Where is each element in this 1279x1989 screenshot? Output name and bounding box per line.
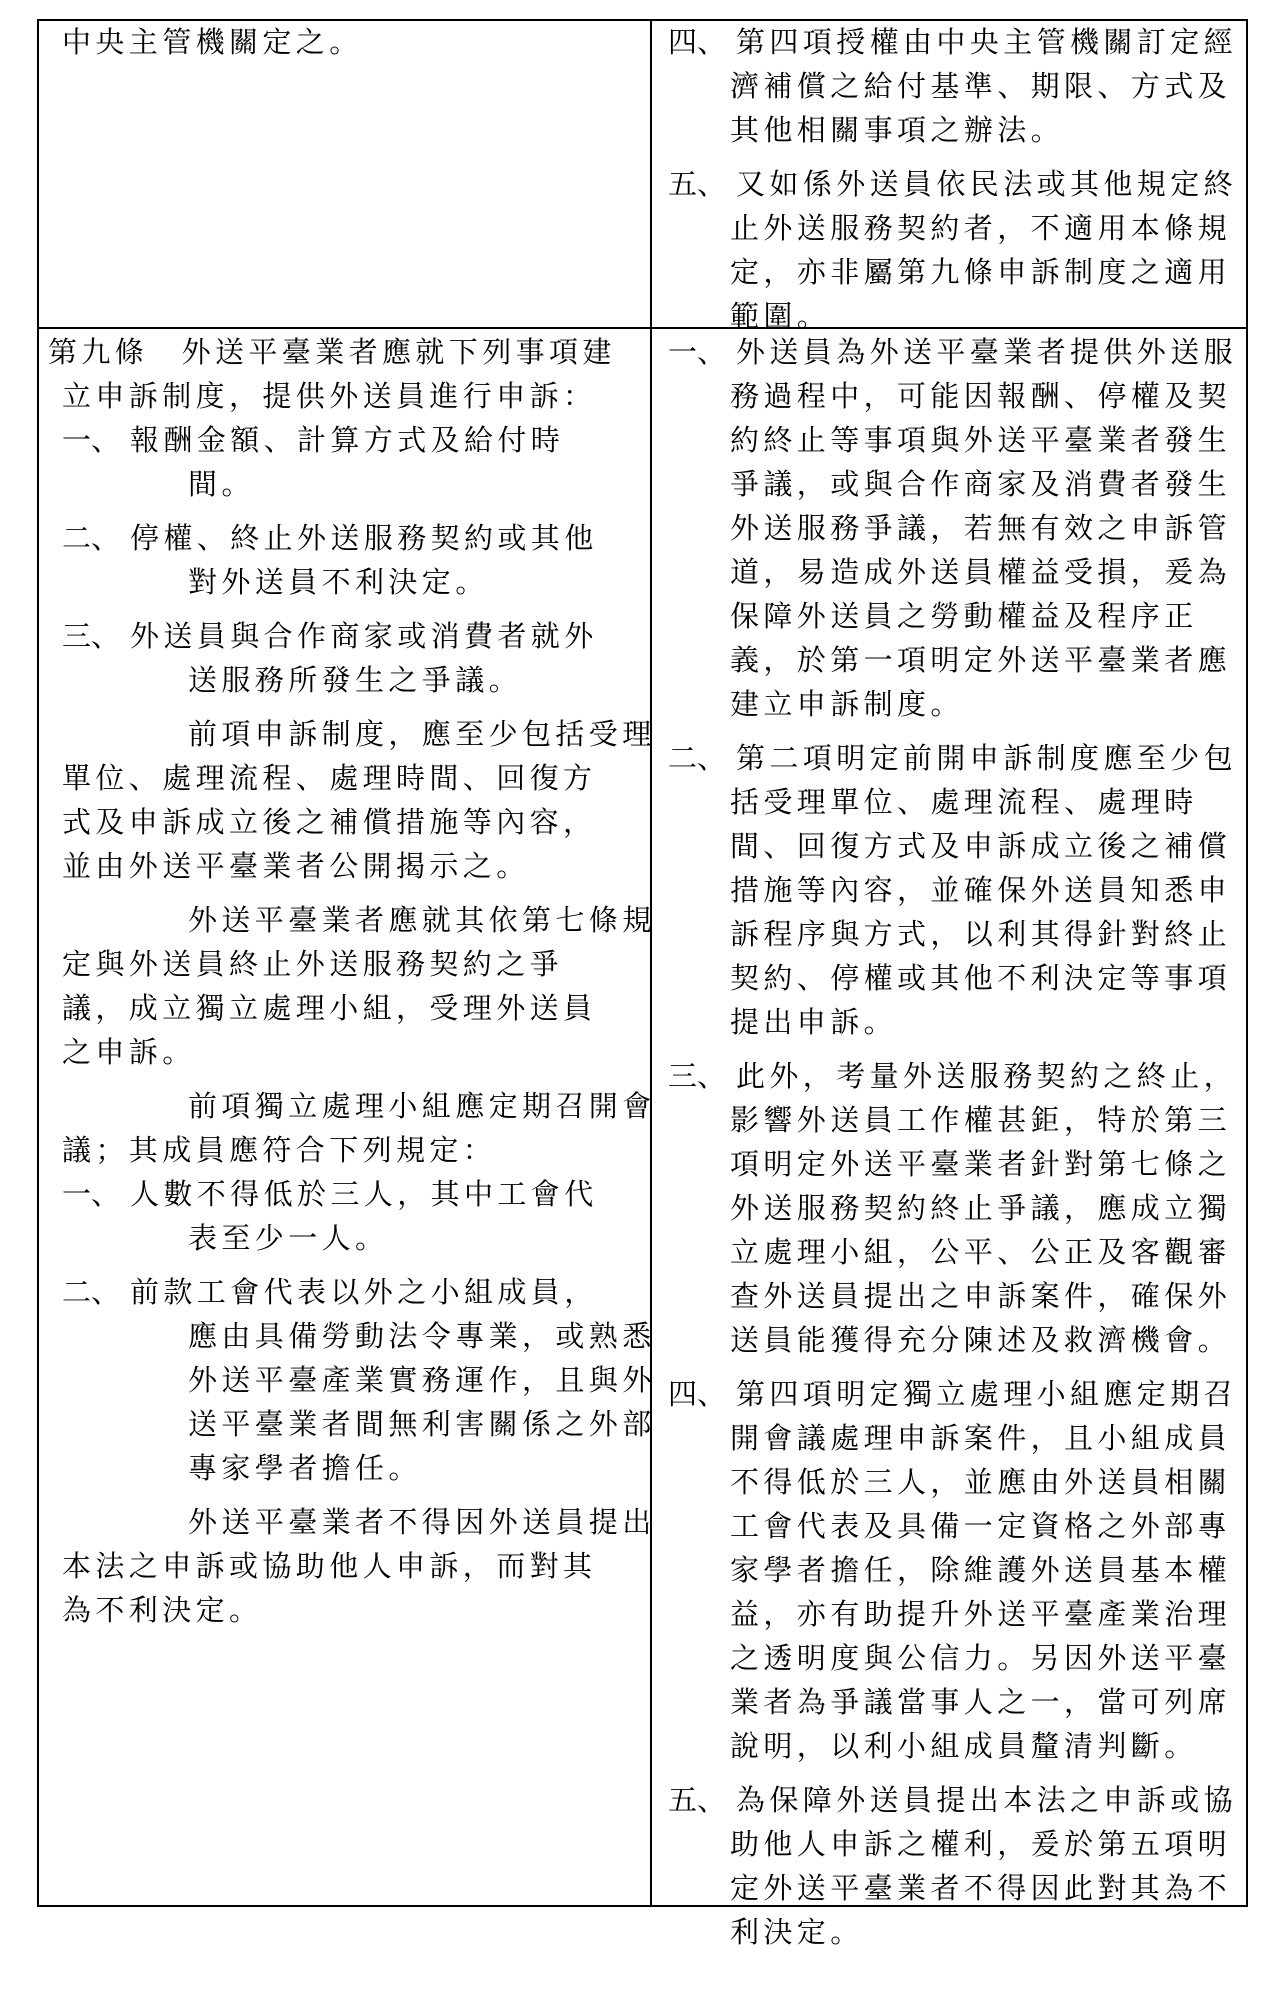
item-number: 五、	[668, 1783, 727, 1817]
item-number: 二、	[62, 1275, 121, 1309]
paragraph-5	[48, 1500, 656, 1632]
text-line: 外送服務爭議，若無有效之申訴管	[730, 511, 1232, 545]
text-line: 查外送員提出之申訴案件，確保外	[730, 1279, 1232, 1313]
text-line: 送員能獲得充分陳述及救濟機會。	[730, 1323, 1232, 1357]
text-line: 第四項授權由中央主管機關訂定經	[736, 25, 1238, 59]
text-line: 定與外送員終止外送服務契約之爭	[62, 947, 564, 981]
text-line: 前項獨立處理小組應定期召開會	[188, 1089, 656, 1123]
column-divider	[650, 19, 652, 1907]
explanation-item-2	[668, 736, 1248, 1044]
text-line: 中央主管機關定之。	[62, 25, 363, 59]
explanation-item-3	[668, 1054, 1248, 1362]
explanation-item-1	[668, 330, 1248, 726]
text-line: 項明定外送平臺業者針對第七條之	[730, 1147, 1232, 1181]
paragraph-2	[48, 712, 656, 888]
text-line: 範圍。	[730, 299, 831, 333]
item-number: 三、	[668, 1059, 727, 1093]
row1-left-cell	[62, 20, 642, 64]
text-line: 不得低於三人，並應由外送員相關	[730, 1465, 1232, 1499]
text-line: 濟補償之給付基準、期限、方式及	[730, 69, 1232, 103]
text-line: 工會代表及具備一定資格之外部專	[730, 1509, 1232, 1543]
text-line: 人數不得低於三人，其中工會代	[130, 1177, 598, 1211]
text-line: 之透明度與公信力。另因外送平臺	[730, 1641, 1232, 1675]
text-line: 為保障外送員提出本法之申訴或協	[736, 1783, 1238, 1817]
text-line: 務過程中，可能因報酬、停權及契	[730, 379, 1232, 413]
text-line: 送平臺業者間無利害關係之外部	[188, 1407, 656, 1441]
text-line: 前項申訴制度，應至少包括受理	[188, 717, 656, 751]
explanation-item-5	[668, 1778, 1248, 1954]
text-line: 定外送平臺業者不得因此對其為不	[730, 1871, 1232, 1905]
explanation-item-4	[668, 20, 1248, 152]
text-line: 為不利決定。	[62, 1593, 263, 1627]
item-number: 四、	[668, 25, 727, 59]
item-number: 一、	[62, 1177, 121, 1211]
text-line: 外送平臺業者不得因外送員提出	[188, 1505, 656, 1539]
text-line: 本法之申訴或協助他人申訴，而對其	[62, 1549, 597, 1583]
text-line: 專家學者擔任。	[188, 1451, 422, 1485]
text-line: 利決定。	[730, 1915, 864, 1949]
text-line: 義，於第一項明定外送平臺業者應	[730, 643, 1232, 677]
text-line: 並由外送平臺業者公開揭示之。	[62, 849, 530, 883]
text-line: 停權、終止外送服務契約或其他	[130, 521, 598, 555]
text-line: 道，易造成外送員權益受損，爰為	[730, 555, 1232, 589]
text-line: 說明，以利小組成員釐清判斷。	[730, 1729, 1198, 1763]
item-number: 五、	[668, 167, 727, 201]
clause-list-2	[48, 1172, 656, 1490]
item-number: 二、	[62, 521, 121, 555]
text-line: 助他人申訴之權利，爰於第五項明	[730, 1827, 1232, 1861]
text-line: 議；其成員應符合下列規定：	[62, 1133, 497, 1167]
text-line: 式及申訴成立後之補償措施等內容，	[62, 805, 597, 839]
row2-right-cell	[668, 330, 1248, 1954]
text-line: 第二項明定前開申訴制度應至少包	[736, 741, 1238, 775]
row1-right-cell	[668, 20, 1248, 338]
text-line: 訴程序與方式，以利其得針對終止	[730, 917, 1232, 951]
text-line: 業者為爭議當事人之一，當可列席	[730, 1685, 1232, 1719]
text-line: 保障外送員之勞動權益及程序正	[730, 599, 1198, 633]
text-line: 益，亦有助提升外送平臺產業治理	[730, 1597, 1232, 1631]
text-line: 立申訴制度，提供外送員進行申訴：	[62, 379, 597, 413]
text-line: 括受理單位、處理流程、處理時	[730, 785, 1198, 819]
text-line: 措施等內容，並確保外送員知悉申	[730, 873, 1232, 907]
text-line: 第四項明定獨立處理小組應定期召	[736, 1377, 1238, 1411]
text-line: 間、回復方式及申訴成立後之補償	[730, 829, 1232, 863]
text-line: 外送員為外送平臺業者提供外送服	[736, 335, 1238, 369]
text-line: 對外送員不利決定。	[188, 565, 489, 599]
text-line: 立處理小組，公平、公正及客觀審	[730, 1235, 1232, 1269]
text-line: 前款工會代表以外之小組成員，	[130, 1275, 598, 1309]
text-line: 之申訴。	[62, 1035, 196, 1069]
text-line: 議，成立獨立處理小組，受理外送員	[62, 991, 597, 1025]
explanation-item-4	[668, 1372, 1248, 1768]
item-number: 三、	[62, 619, 121, 653]
text-line: 表至少一人。	[188, 1221, 389, 1255]
row2-left-cell	[48, 330, 656, 1632]
text-line: 家學者擔任，除維護外送員基本權	[730, 1553, 1232, 1587]
text-line: 建立申訴制度。	[730, 687, 964, 721]
item-number: 二、	[668, 741, 727, 775]
text-line: 間。	[188, 467, 255, 501]
text-line: 外送平臺產業實務運作，且與外	[188, 1363, 656, 1397]
text-line: 送服務所發生之爭議。	[188, 663, 523, 697]
explanation-item-5	[668, 162, 1248, 338]
text-line: 其他相關事項之辦法。	[730, 113, 1065, 147]
clause-list-1	[48, 418, 648, 702]
text-line: 外送平臺業者應就其依第七條規	[188, 903, 656, 937]
text-line: 外送服務契約終止爭議，應成立獨	[730, 1191, 1232, 1225]
article-heading: 第九條 外送平臺業者應就下列事項建	[48, 335, 616, 369]
text-line: 提出申訴。	[730, 1005, 898, 1039]
text-line: 約終止等事項與外送平臺業者發生	[730, 423, 1232, 457]
text-line: 契約、停權或其他不利決定等事項	[730, 961, 1232, 995]
item-number: 一、	[62, 423, 121, 457]
text-line: 開會議處理申訴案件，且小組成員	[730, 1421, 1232, 1455]
text-line: 報酬金額、計算方式及給付時	[130, 423, 565, 457]
text-line: 又如係外送員依民法或其他規定終	[736, 167, 1238, 201]
text-line: 定，亦非屬第九條申訴制度之適用	[730, 255, 1232, 289]
text-line: 止外送服務契約者，不適用本條規	[730, 211, 1232, 245]
paragraph-3	[48, 898, 656, 1074]
paragraph-4	[48, 1084, 656, 1172]
text-line: 單位、處理流程、處理時間、回復方	[62, 761, 597, 795]
item-number: 一、	[668, 335, 727, 369]
text-line: 外送員與合作商家或消費者就外	[130, 619, 598, 653]
item-number: 四、	[668, 1377, 727, 1411]
text-line: 爭議，或與合作商家及消費者發生	[730, 467, 1232, 501]
text-line: 此外，考量外送服務契約之終止，	[736, 1059, 1238, 1093]
text-line: 應由具備勞動法令專業，或熟悉	[188, 1319, 656, 1353]
text-line: 影響外送員工作權甚鉅，特於第三	[730, 1103, 1232, 1137]
